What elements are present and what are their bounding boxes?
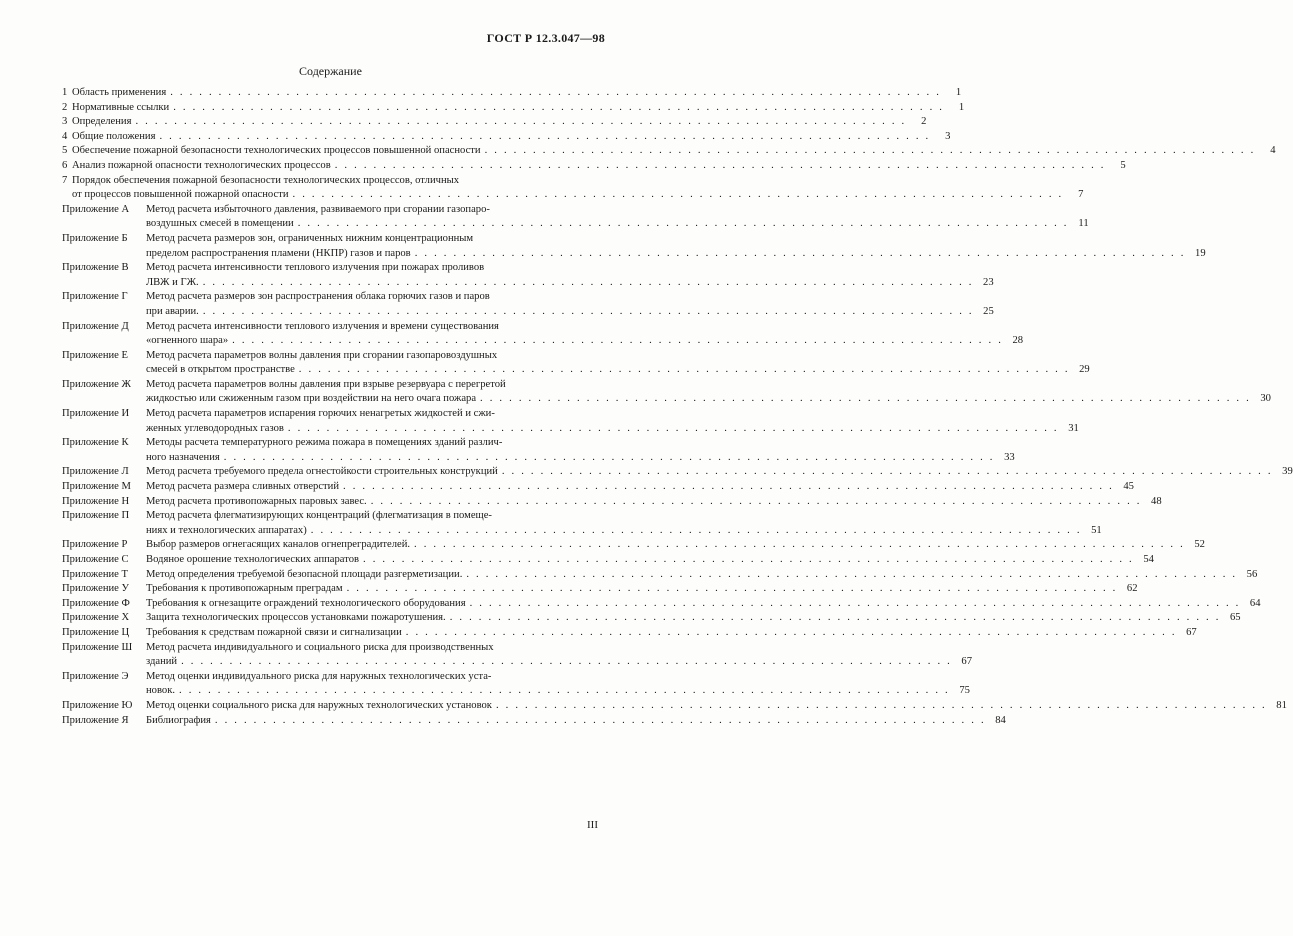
- toc-entry-page: 11: [1078, 218, 1089, 230]
- toc-entry: [62, 465, 1293, 480]
- toc-entry: [62, 378, 1271, 407]
- dot-leader: . . . . . . . . . . . . . . . . . . . . . . . . . . . . . . . . . . . . . . . . . . . . . . . . . . . . . . . . . . . . . . . . . . . . . . . . . . . . . . . .: [370, 495, 1142, 507]
- toc-entry-line: Требования к средствам пожарной связи и сигнализации: [146, 626, 402, 638]
- toc-entry-prefix: Приложение Я: [62, 714, 129, 726]
- dot-leader: . . . . . . . . . . . . . . . . . . . . . . . . . . . . . . . . . . . . . . . . . . . . . . . . . . . . . . . . . . . . . . . . . . . . . . . . . . . . . . . .: [334, 159, 1106, 171]
- toc-entry-prefix: Приложение Е: [62, 349, 128, 361]
- toc-entry: 2 Нормативные ссылки . . . . . . . . . . . . . . . . . . . . . . . . . . . . . . . . . . . . . . . . . . . . . . . . . . . . . . . . . . . . . . . . . . . . . . . . . . . . . . . . 1: [62, 101, 600, 116]
- dot-leader: . . . . . . . . . . . . . . . . . . . . . . . . . . . . . . . . . . . . . . . . . . . . . . . . . . . . . . . . . . . . . . . . . . . . . . . . . . . . . . . .: [469, 597, 1241, 609]
- dot-leader: . . . . . . . . . . . . . . . . . . . . . . . . . . . . . . . . . . . . . . . . . . . . . . . . . . . . . . . . . . . . . . . . . . . . . . . . . . . . . . . .: [298, 364, 1070, 376]
- toc-entry-page: 1: [958, 101, 965, 113]
- toc-entry: [62, 626, 1197, 641]
- dot-leader: . . . . . . . . . . . . . . . . . . . . . . . . . . . . . . . . . . . . . . . . . . . . . . . . . . . . . . . . . . . . . . . . . . . . . . . . . . . . . . . .: [232, 335, 1004, 347]
- toc-entry-prefix: Приложение С: [62, 554, 129, 565]
- toc-entry-line: новок.: [146, 685, 175, 697]
- toc-entry-prefix: Приложение И: [62, 408, 130, 420]
- toc-entry-line: ЛВЖ и ГЖ.: [146, 276, 199, 288]
- dot-leader: . . . . . . . . . . . . . . . . . . . . . . . . . . . . . . . . . . . . . . . . . . . . . . . . . . . . . . . . . . . . . . . . . . . . . . . . . . . . . . . .: [135, 116, 907, 128]
- toc-entry: [62, 641, 972, 670]
- dot-leader: . . . . . . . . . . . . . . . . . . . . . . . . . . . . . . . . . . . . . . . . . . . . . . . . . . . . . . . . . . . . . . . . . . . . . . . . . . . . . . . .: [343, 481, 1114, 493]
- dot-leader: . . . . . . . . . . . . . . . . . . . . . . . . . . . . . . . . . . . . . . . . . . . . . . . . . . . . . . . . . . . . . . . . . . . . . . . . . . . . . . . .: [202, 276, 974, 288]
- dot-leader: . . . . . . . . . . . . . . . . . . . . . . . . . . . . . . . . . . . . . . . . . . . . . . . . . . . . . . . . . . . . . . . . . . . . . . . . . . . . . . . .: [159, 130, 931, 142]
- toc-entry-page: 84: [995, 714, 1006, 726]
- toc-entry: 1 Область применения . . . . . . . . . . . . . . . . . . . . . . . . . . . . . . . . . . . . . . . . . . . . . . . . . . . . . . . . . . . . . . . . . . . . . . . . . . . . . . . . 1: [62, 86, 600, 101]
- toc-entry-prefix: Приложение Р: [62, 539, 128, 551]
- dot-leader: . . . . . . . . . . . . . . . . . . . . . . . . . . . . . . . . . . . . . . . . . . . . . . . . . . . . . . . . . . . . . . . . . . . . . . . . . . . . . . . .: [495, 699, 1267, 711]
- toc-entry-line: зданий: [146, 656, 178, 668]
- toc-entry: [62, 320, 1024, 349]
- toc-entry: [62, 553, 1154, 568]
- toc-entry: [62, 349, 1090, 378]
- toc-entry-prefix: Приложение Л: [62, 466, 129, 478]
- toc-entry: [62, 290, 994, 319]
- toc-entry-line: Область применения: [72, 87, 167, 98]
- toc-entry-page: 25: [983, 305, 994, 317]
- toc-entry-line: женных углеводородных газов: [146, 422, 284, 434]
- toc-entry-line: Метод расчета размеров зон распространения облака горючих газов и паров: [146, 291, 490, 303]
- dot-leader: . . . . . . . . . . . . . . . . . . . . . . . . . . . . . . . . . . . . . . . . . . . . . . . . . . . . . . . . . . . . . . . . . . . . . . . . . . . . . . . .: [287, 422, 1059, 434]
- toc-entry-line: Метод расчета требуемого предела огнестойкости строительных конструкций: [146, 466, 498, 478]
- toc-entry: 7 Порядок обеспечения пожарной безопасности технологических процессов, отличных от процессов повышенной пожарной опасности . . . . . . . . . . . . . . . . . . . . . . . . . . . . . . . . . . . . . . . . . . . . . . . . . . . . . . . . . . . . . . . . . . . . . . . . . . . . . . . . 7: [62, 174, 600, 203]
- toc-entry-line: Нормативные ссылки: [72, 101, 170, 113]
- toc-entry-page: 4: [1270, 145, 1276, 157]
- page-number: III: [587, 819, 598, 831]
- toc-entry-page: 45: [1123, 481, 1134, 493]
- toc-entry: [62, 597, 1261, 612]
- toc-entry-line: воздушных смесей в помещении: [146, 218, 294, 230]
- toc-entry-page: 30: [1260, 393, 1271, 405]
- dot-leader: . . . . . . . . . . . . . . . . . . . . . . . . . . . . . . . . . . . . . . . . . . . . . . . . . . . . . . . . . . . . . . . . . . . . . . . . . . . . . . . .: [466, 568, 1238, 580]
- toc-entry-line: Библиография: [146, 714, 211, 726]
- toc-entry-line: Метод расчета противопожарных паровых завес.: [146, 495, 367, 507]
- toc-entry-line: Метод расчета параметров испарения горючих ненагретых жидкостей и сжи-: [146, 408, 495, 420]
- toc-entry-page: 65: [1230, 612, 1241, 624]
- toc-entry-line: Обеспечение пожарной безопасности технологических процессов повышенной опасности: [72, 145, 481, 157]
- toc-entry: [62, 611, 1241, 626]
- toc-entry-line: Метод расчета флегматизирующих концентраций (флегматизация в помеще-: [146, 510, 492, 522]
- toc-entry-line: Определения: [72, 116, 132, 128]
- document-header: ГОСТ Р 12.3.047—98: [486, 31, 605, 45]
- toc-entry-page: 28: [1012, 335, 1024, 347]
- toc-entry-prefix: Приложение Э: [62, 670, 129, 682]
- dot-leader: . . . . . . . . . . . . . . . . . . . . . . . . . . . . . . . . . . . . . . . . . . . . . . . . . . . . . . . . . . . . . . . . . . . . . . . . . . . . . . . .: [181, 656, 952, 668]
- toc-entry-page: 52: [1194, 539, 1205, 551]
- dot-leader: . . . . . . . . . . . . . . . . . . . . . . . . . . . . . . . . . . . . . . . . . . . . . . . . . . . . . . . . . . . . . . . . . . . . . . . . . . . . . . . .: [292, 189, 1064, 201]
- toc-entry-line: от процессов повышенной пожарной опасности: [72, 189, 289, 201]
- toc-entry-line: Водяное орошение технологических аппаратов: [146, 554, 359, 565]
- toc-entry-line: ниях и технологических аппаратах): [146, 524, 307, 536]
- toc-entry: [62, 436, 1015, 465]
- toc-entry-page: 1: [955, 87, 962, 98]
- toc-entry-line: Метод расчета интенсивности теплового излучения при пожарах проливов: [146, 262, 485, 274]
- toc-entry-page: 81: [1276, 699, 1287, 711]
- toc-entry-page: 33: [1004, 451, 1015, 463]
- toc-entry-page: 67: [1186, 626, 1197, 638]
- dot-leader: . . . . . . . . . . . . . . . . . . . . . . . . . . . . . . . . . . . . . . . . . . . . . . . . . . . . . . . . . . . . . . . . . . . . . . . . . . . . . . . .: [484, 145, 1256, 157]
- toc-entry-line: Метод расчета параметров волны давления при сгорании газопаровоздушных: [146, 349, 498, 361]
- toc-entry-line: Метод расчета избыточного давления, развиваемого при сгорании газопаро-: [146, 203, 490, 215]
- toc-entry-page: 39: [1282, 466, 1293, 478]
- toc-entry-page: 56: [1246, 568, 1258, 580]
- toc-entry-line: при аварии.: [146, 305, 199, 317]
- toc-entry-prefix: Приложение Т: [62, 568, 128, 580]
- toc-entry-line: Общие положения: [72, 130, 156, 142]
- dot-leader: . . . . . . . . . . . . . . . . . . . . . . . . . . . . . . . . . . . . . . . . . . . . . . . . . . . . . . . . . . . . . . . . . . . . . . . . . . . . . . . .: [414, 539, 1185, 551]
- toc-entry-page: 3: [945, 130, 951, 142]
- dot-leader: . . . . . . . . . . . . . . . . . . . . . . . . . . . . . . . . . . . . . . . . . . . . . . . . . . . . . . . . . . . . . . . . . . . . . . . . . . . . . . . .: [170, 87, 942, 98]
- toc-entry: [62, 714, 1006, 729]
- dot-leader: . . . . . . . . . . . . . . . . . . . . . . . . . . . . . . . . . . . . . . . . . . . . . . . . . . . . . . . . . . . . . . . . . . . . . . . . . . . . . . . .: [223, 451, 995, 463]
- toc-entry-prefix: Приложение В: [62, 262, 129, 274]
- toc-entry-prefix: Приложение Д: [62, 320, 129, 332]
- dot-leader: . . . . . . . . . . . . . . . . . . . . . . . . . . . . . . . . . . . . . . . . . . . . . . . . . . . . . . . . . . . . . . . . . . . . . . . . . . . . . . . .: [405, 626, 1177, 638]
- toc-entry-prefix: Приложение Х: [62, 612, 130, 624]
- dot-leader: . . . . . . . . . . . . . . . . . . . . . . . . . . . . . . . . . . . . . . . . . . . . . . . . . . . . . . . . . . . . . . . . . . . . . . . . . . . . . . . .: [363, 554, 1134, 565]
- toc-entry: [62, 407, 1079, 436]
- toc-entry: [62, 480, 1134, 495]
- toc-entry-prefix: Приложение А: [62, 203, 130, 215]
- toc-entry-line: Выбор размеров огнегасящих каналов огнепреградителей.: [146, 539, 411, 551]
- toc-entry-prefix: Приложение Ж: [62, 378, 131, 390]
- toc-entry-page: 29: [1079, 364, 1090, 376]
- toc-entry-line: Требования к огнезащите ограждений технологического оборудования: [146, 597, 466, 609]
- toc-entry-line: Метод расчета параметров волны давления при взрыве резервуара с перегретой: [146, 378, 506, 390]
- toc-entry: [62, 670, 970, 699]
- toc-entry-line: Анализ пожарной опасности технологических процессов: [72, 159, 331, 171]
- dot-leader: . . . . . . . . . . . . . . . . . . . . . . . . . . . . . . . . . . . . . . . . . . . . . . . . . . . . . . . . . . . . . . . . . . . . . . . . . . . . . . . .: [297, 218, 1069, 230]
- toc-title: Содержание: [299, 64, 362, 78]
- toc-entry-prefix: Приложение К: [62, 437, 129, 449]
- toc-entry-prefix: Приложение П: [62, 510, 130, 522]
- toc-entry: [62, 582, 1138, 597]
- toc-entry-line: Порядок обеспечения пожарной безопасности технологических процессов, отличных: [72, 174, 460, 186]
- dot-leader: . . . . . . . . . . . . . . . . . . . . . . . . . . . . . . . . . . . . . . . . . . . . . . . . . . . . . . . . . . . . . . . . . . . . . . . . . . . . . . . .: [414, 247, 1186, 259]
- toc-entry-page: 31: [1068, 422, 1079, 434]
- toc-entry-line: Защита технологических процессов установками пожаротушения.: [146, 612, 446, 624]
- toc-entry-prefix: Приложение Н: [62, 495, 130, 507]
- toc-entry-line: Метод расчета размеров зон, ограниченных нижним концентрационным: [146, 232, 474, 244]
- toc-entry-line: Метод расчета размера сливных отверстий: [146, 481, 340, 493]
- dot-leader: . . . . . . . . . . . . . . . . . . . . . . . . . . . . . . . . . . . . . . . . . . . . . . . . . . . . . . . . . . . . . . . . . . . . . . . . . . . . . . . .: [480, 393, 1251, 405]
- toc-entry: 5 Обеспечение пожарной безопасности технологических процессов повышенной опасности . . . . . . . . . . . . . . . . . . . . . . . . . . . . . . . . . . . . . . . . . . . . . . . . . . . . . . . . . . . . . . . . . . . . . . . . . . . . . . . . 4: [62, 144, 600, 159]
- toc-entry: [62, 699, 1287, 714]
- toc-entry: [62, 495, 1162, 510]
- table-of-contents: [62, 86, 1293, 728]
- toc-entry: 6 Анализ пожарной опасности технологических процессов . . . . . . . . . . . . . . . . . . . . . . . . . . . . . . . . . . . . . . . . . . . . . . . . . . . . . . . . . . . . . . . . . . . . . . . . . . . . . . . . 5: [62, 159, 600, 174]
- toc-entry: [62, 568, 1258, 583]
- toc-entry-prefix: Приложение Г: [62, 291, 128, 303]
- toc-entry-page: 67: [961, 656, 972, 668]
- toc-entry-prefix: Приложение Б: [62, 232, 128, 244]
- dot-leader: . . . . . . . . . . . . . . . . . . . . . . . . . . . . . . . . . . . . . . . . . . . . . . . . . . . . . . . . . . . . . . . . . . . . . . . . . . . . . . . .: [173, 101, 945, 113]
- toc-entry-prefix: Приложение Ш: [62, 641, 133, 653]
- toc-entry-line: жидкостью или сжиженным газом при воздействии на него очага пожара: [146, 393, 477, 405]
- toc-entry-page: 62: [1126, 583, 1138, 595]
- toc-entry: 3 Определения . . . . . . . . . . . . . . . . . . . . . . . . . . . . . . . . . . . . . . . . . . . . . . . . . . . . . . . . . . . . . . . . . . . . . . . . . . . . . . . . 2: [62, 115, 600, 130]
- toc-entry-line: Метод определения требуемой безопасной площади разгерметизации.: [146, 568, 463, 580]
- toc-entry-page: 75: [959, 685, 970, 697]
- toc-entry-line: Метод расчета индивидуального и социального риска для производственных: [146, 641, 494, 653]
- dot-leader: . . . . . . . . . . . . . . . . . . . . . . . . . . . . . . . . . . . . . . . . . . . . . . . . . . . . . . . . . . . . . . . . . . . . . . . . . . . . . . . .: [346, 583, 1118, 595]
- toc-entry-line: Требования к противопожарным преградам: [146, 583, 343, 595]
- toc-entry: [62, 538, 1205, 553]
- toc-entry-prefix: Приложение У: [62, 583, 130, 595]
- dot-leader: . . . . . . . . . . . . . . . . . . . . . . . . . . . . . . . . . . . . . . . . . . . . . . . . . . . . . . . . . . . . . . . . . . . . . . . . . . . . . . . .: [202, 305, 974, 317]
- toc-entry-page: 64: [1249, 597, 1261, 609]
- dot-leader: . . . . . . . . . . . . . . . . . . . . . . . . . . . . . . . . . . . . . . . . . . . . . . . . . . . . . . . . . . . . . . . . . . . . . . . . . . . . . . . .: [214, 714, 986, 726]
- toc-entry: [62, 232, 1206, 261]
- toc-entry-prefix: Приложение Ю: [62, 699, 133, 711]
- dot-leader: . . . . . . . . . . . . . . . . . . . . . . . . . . . . . . . . . . . . . . . . . . . . . . . . . . . . . . . . . . . . . . . . . . . . . . . . . . . . . . . .: [179, 685, 950, 697]
- toc-entry-page: 23: [983, 276, 994, 288]
- dot-leader: . . . . . . . . . . . . . . . . . . . . . . . . . . . . . . . . . . . . . . . . . . . . . . . . . . . . . . . . . . . . . . . . . . . . . . . . . . . . . . . .: [501, 466, 1273, 478]
- toc-entry-prefix: Приложение Ф: [62, 597, 130, 609]
- toc-entry: [62, 203, 1089, 232]
- toc-entry-line: Методы расчета температурного режима пожара в помещениях зданий различ-: [146, 437, 503, 449]
- toc-entry-line: Метод оценки индивидуального риска для наружных технологических уста-: [146, 670, 492, 682]
- toc-entry-line: пределом распространения пламени (НКПР) газов и паров: [146, 247, 411, 259]
- toc-entry-line: смесей в открытом пространстве: [146, 364, 295, 376]
- toc-entry-page: 5: [1120, 159, 1126, 171]
- toc-entry-line: «огненного шара»: [146, 335, 229, 347]
- toc-entry-page: 51: [1091, 524, 1102, 536]
- dot-leader: . . . . . . . . . . . . . . . . . . . . . . . . . . . . . . . . . . . . . . . . . . . . . . . . . . . . . . . . . . . . . . . . . . . . . . . . . . . . . . . .: [310, 524, 1082, 536]
- toc-entry-line: Метод расчета интенсивности теплового излучения и времени существования: [146, 320, 499, 332]
- toc-entry-prefix: Приложение М: [62, 481, 131, 493]
- toc-entry-prefix: Приложение Ц: [62, 626, 130, 638]
- toc-entry-page: 2: [921, 116, 927, 128]
- toc-entry-page: 7: [1078, 189, 1084, 201]
- toc-entry-page: 19: [1195, 247, 1206, 259]
- toc-entry: [62, 509, 1102, 538]
- dot-leader: . . . . . . . . . . . . . . . . . . . . . . . . . . . . . . . . . . . . . . . . . . . . . . . . . . . . . . . . . . . . . . . . . . . . . . . . . . . . . . . .: [449, 612, 1221, 624]
- toc-entry: [62, 261, 994, 290]
- toc-entry: 4 Общие положения . . . . . . . . . . . . . . . . . . . . . . . . . . . . . . . . . . . . . . . . . . . . . . . . . . . . . . . . . . . . . . . . . . . . . . . . . . . . . . . . 3: [62, 130, 600, 145]
- toc-entry-line: Метод оценки социального риска для наружных технологических установок: [146, 699, 492, 711]
- toc-entry-page: 48: [1151, 495, 1162, 507]
- toc-entry-line: ного назначения: [146, 451, 220, 463]
- toc-entry-page: 54: [1143, 554, 1154, 565]
